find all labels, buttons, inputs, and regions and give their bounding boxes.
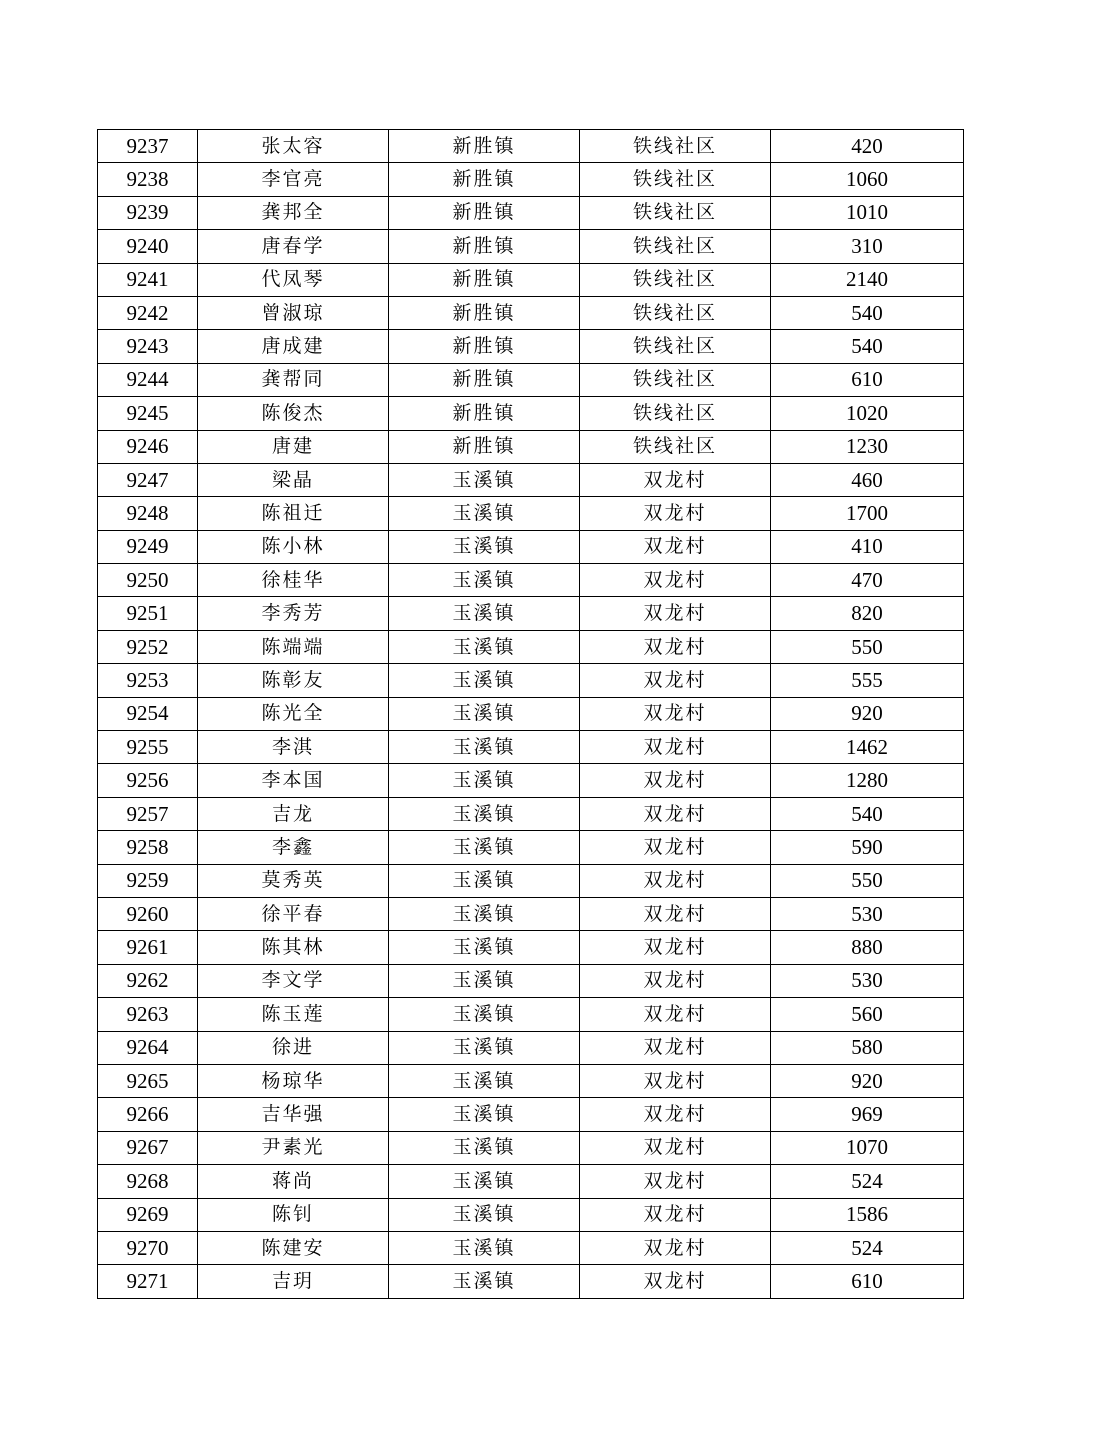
name-cell: 唐春学 [198, 230, 389, 263]
table-row [98, 230, 964, 263]
table-row [98, 1231, 964, 1264]
amount-cell: 540 [771, 330, 964, 363]
village-cell: 铁线社区 [580, 163, 771, 196]
name-cell: 陈光全 [198, 697, 389, 730]
town-cell: 玉溪镇 [389, 463, 580, 496]
name-cell: 陈建安 [198, 1231, 389, 1264]
town-cell: 玉溪镇 [389, 630, 580, 663]
village-cell: 铁线社区 [580, 363, 771, 396]
table-row [98, 530, 964, 563]
village-cell: 双龙村 [580, 964, 771, 997]
table-row [98, 163, 964, 196]
amount-cell: 470 [771, 564, 964, 597]
row-number-cell: 9253 [98, 664, 198, 697]
town-cell: 新胜镇 [389, 330, 580, 363]
name-cell: 唐成建 [198, 330, 389, 363]
name-cell: 张太容 [198, 130, 389, 163]
town-cell: 玉溪镇 [389, 831, 580, 864]
row-number-cell: 9237 [98, 130, 198, 163]
name-cell: 陈其林 [198, 931, 389, 964]
town-cell: 新胜镇 [389, 263, 580, 296]
amount-cell: 880 [771, 931, 964, 964]
town-cell: 新胜镇 [389, 430, 580, 463]
amount-cell: 1700 [771, 497, 964, 530]
name-cell: 陈俊杰 [198, 397, 389, 430]
town-cell: 玉溪镇 [389, 530, 580, 563]
name-cell: 徐桂华 [198, 564, 389, 597]
row-number-cell: 9267 [98, 1131, 198, 1164]
name-cell: 李淇 [198, 731, 389, 764]
name-cell: 杨琼华 [198, 1064, 389, 1097]
town-cell: 玉溪镇 [389, 797, 580, 830]
name-cell: 曾淑琼 [198, 296, 389, 329]
name-cell: 李秀芳 [198, 597, 389, 630]
village-cell: 双龙村 [580, 1098, 771, 1131]
amount-cell: 610 [771, 363, 964, 396]
village-cell: 双龙村 [580, 530, 771, 563]
amount-cell: 1070 [771, 1131, 964, 1164]
village-cell: 铁线社区 [580, 230, 771, 263]
village-cell: 铁线社区 [580, 196, 771, 229]
amount-cell: 1586 [771, 1198, 964, 1231]
amount-cell: 610 [771, 1265, 964, 1298]
row-number-cell: 9271 [98, 1265, 198, 1298]
village-cell: 铁线社区 [580, 296, 771, 329]
amount-cell: 524 [771, 1231, 964, 1264]
village-cell: 双龙村 [580, 998, 771, 1031]
table-row [98, 296, 964, 329]
table-row [98, 1198, 964, 1231]
town-cell: 玉溪镇 [389, 931, 580, 964]
table-row [98, 630, 964, 663]
name-cell: 代凤琴 [198, 263, 389, 296]
town-cell: 玉溪镇 [389, 497, 580, 530]
village-cell: 双龙村 [580, 597, 771, 630]
village-cell: 双龙村 [580, 664, 771, 697]
name-cell: 陈彰友 [198, 664, 389, 697]
village-cell: 铁线社区 [580, 130, 771, 163]
name-cell: 陈小林 [198, 530, 389, 563]
table-row [98, 397, 964, 430]
town-cell: 新胜镇 [389, 397, 580, 430]
amount-cell: 1280 [771, 764, 964, 797]
village-cell: 双龙村 [580, 1165, 771, 1198]
amount-cell: 540 [771, 296, 964, 329]
name-cell: 徐平春 [198, 897, 389, 930]
town-cell: 玉溪镇 [389, 731, 580, 764]
town-cell: 玉溪镇 [389, 1265, 580, 1298]
village-cell: 双龙村 [580, 1198, 771, 1231]
town-cell: 玉溪镇 [389, 964, 580, 997]
village-cell: 双龙村 [580, 764, 771, 797]
table-row [98, 1265, 964, 1298]
row-number-cell: 9245 [98, 397, 198, 430]
table-row [98, 1064, 964, 1097]
town-cell: 新胜镇 [389, 363, 580, 396]
row-number-cell: 9241 [98, 263, 198, 296]
row-number-cell: 9238 [98, 163, 198, 196]
row-number-cell: 9243 [98, 330, 198, 363]
town-cell: 玉溪镇 [389, 564, 580, 597]
row-number-cell: 9263 [98, 998, 198, 1031]
amount-cell: 580 [771, 1031, 964, 1064]
table-row [98, 497, 964, 530]
name-cell: 吉华强 [198, 1098, 389, 1131]
village-cell: 铁线社区 [580, 330, 771, 363]
name-cell: 李官亮 [198, 163, 389, 196]
town-cell: 新胜镇 [389, 296, 580, 329]
village-cell: 双龙村 [580, 564, 771, 597]
amount-cell: 530 [771, 964, 964, 997]
town-cell: 玉溪镇 [389, 1098, 580, 1131]
row-number-cell: 9259 [98, 864, 198, 897]
row-number-cell: 9266 [98, 1098, 198, 1131]
table-row [98, 697, 964, 730]
town-cell: 玉溪镇 [389, 597, 580, 630]
row-number-cell: 9248 [98, 497, 198, 530]
amount-cell: 555 [771, 664, 964, 697]
village-cell: 双龙村 [580, 931, 771, 964]
town-cell: 玉溪镇 [389, 1198, 580, 1231]
town-cell: 玉溪镇 [389, 1031, 580, 1064]
village-cell: 双龙村 [580, 797, 771, 830]
amount-cell: 524 [771, 1165, 964, 1198]
table-row [98, 330, 964, 363]
amount-cell: 1060 [771, 163, 964, 196]
table-row [98, 864, 964, 897]
table-row [98, 463, 964, 496]
name-cell: 徐进 [198, 1031, 389, 1064]
village-cell: 铁线社区 [580, 397, 771, 430]
town-cell: 玉溪镇 [389, 764, 580, 797]
amount-cell: 920 [771, 1064, 964, 1097]
town-cell: 玉溪镇 [389, 664, 580, 697]
table-row [98, 831, 964, 864]
village-cell: 双龙村 [580, 731, 771, 764]
name-cell: 唐建 [198, 430, 389, 463]
row-number-cell: 9270 [98, 1231, 198, 1264]
row-number-cell: 9247 [98, 463, 198, 496]
table-row [98, 731, 964, 764]
name-cell: 陈祖迁 [198, 497, 389, 530]
amount-cell: 530 [771, 897, 964, 930]
table-row [98, 564, 964, 597]
amount-cell: 540 [771, 797, 964, 830]
name-cell: 龚邦全 [198, 196, 389, 229]
amount-cell: 969 [771, 1098, 964, 1131]
amount-cell: 590 [771, 831, 964, 864]
row-number-cell: 9252 [98, 630, 198, 663]
row-number-cell: 9250 [98, 564, 198, 597]
village-cell: 双龙村 [580, 897, 771, 930]
name-cell: 陈玉莲 [198, 998, 389, 1031]
row-number-cell: 9251 [98, 597, 198, 630]
row-number-cell: 9262 [98, 964, 198, 997]
village-cell: 双龙村 [580, 1265, 771, 1298]
table-row [98, 931, 964, 964]
town-cell: 新胜镇 [389, 130, 580, 163]
name-cell: 李鑫 [198, 831, 389, 864]
town-cell: 玉溪镇 [389, 998, 580, 1031]
row-number-cell: 9246 [98, 430, 198, 463]
data-table [97, 129, 964, 1299]
amount-cell: 1462 [771, 731, 964, 764]
amount-cell: 420 [771, 130, 964, 163]
amount-cell: 820 [771, 597, 964, 630]
village-cell: 双龙村 [580, 1231, 771, 1264]
village-cell: 双龙村 [580, 864, 771, 897]
table-row [98, 363, 964, 396]
table-row [98, 797, 964, 830]
table-row [98, 1131, 964, 1164]
name-cell: 龚帮同 [198, 363, 389, 396]
town-cell: 玉溪镇 [389, 697, 580, 730]
town-cell: 玉溪镇 [389, 897, 580, 930]
amount-cell: 1020 [771, 397, 964, 430]
name-cell: 梁晶 [198, 463, 389, 496]
amount-cell: 1010 [771, 196, 964, 229]
village-cell: 铁线社区 [580, 430, 771, 463]
table-row [98, 263, 964, 296]
row-number-cell: 9255 [98, 731, 198, 764]
name-cell: 陈钊 [198, 1198, 389, 1231]
amount-cell: 560 [771, 998, 964, 1031]
amount-cell: 550 [771, 630, 964, 663]
town-cell: 新胜镇 [389, 230, 580, 263]
table-row [98, 664, 964, 697]
row-number-cell: 9257 [98, 797, 198, 830]
village-cell: 双龙村 [580, 697, 771, 730]
row-number-cell: 9268 [98, 1165, 198, 1198]
amount-cell: 410 [771, 530, 964, 563]
row-number-cell: 9256 [98, 764, 198, 797]
amount-cell: 920 [771, 697, 964, 730]
town-cell: 玉溪镇 [389, 1064, 580, 1097]
table-row [98, 430, 964, 463]
table-row [98, 764, 964, 797]
row-number-cell: 9265 [98, 1064, 198, 1097]
town-cell: 玉溪镇 [389, 1131, 580, 1164]
town-cell: 玉溪镇 [389, 1231, 580, 1264]
name-cell: 吉玥 [198, 1265, 389, 1298]
row-number-cell: 9254 [98, 697, 198, 730]
village-cell: 双龙村 [580, 497, 771, 530]
table-row [98, 1031, 964, 1064]
name-cell: 莫秀英 [198, 864, 389, 897]
village-cell: 双龙村 [580, 1031, 771, 1064]
town-cell: 新胜镇 [389, 163, 580, 196]
name-cell: 陈端端 [198, 630, 389, 663]
name-cell: 蒋尚 [198, 1165, 389, 1198]
amount-cell: 310 [771, 230, 964, 263]
row-number-cell: 9260 [98, 897, 198, 930]
village-cell: 双龙村 [580, 831, 771, 864]
table-row [98, 897, 964, 930]
amount-cell: 460 [771, 463, 964, 496]
village-cell: 双龙村 [580, 630, 771, 663]
row-number-cell: 9264 [98, 1031, 198, 1064]
row-number-cell: 9269 [98, 1198, 198, 1231]
row-number-cell: 9240 [98, 230, 198, 263]
row-number-cell: 9239 [98, 196, 198, 229]
name-cell: 吉龙 [198, 797, 389, 830]
row-number-cell: 9261 [98, 931, 198, 964]
village-cell: 铁线社区 [580, 263, 771, 296]
amount-cell: 550 [771, 864, 964, 897]
row-number-cell: 9258 [98, 831, 198, 864]
table-row [98, 1165, 964, 1198]
town-cell: 玉溪镇 [389, 864, 580, 897]
town-cell: 玉溪镇 [389, 1165, 580, 1198]
town-cell: 新胜镇 [389, 196, 580, 229]
amount-cell: 2140 [771, 263, 964, 296]
table-row [98, 130, 964, 163]
table-row [98, 196, 964, 229]
name-cell: 尹素光 [198, 1131, 389, 1164]
table-row [98, 964, 964, 997]
table-row [98, 597, 964, 630]
table-body [98, 130, 964, 1299]
table-row [98, 1098, 964, 1131]
table-row [98, 998, 964, 1031]
row-number-cell: 9242 [98, 296, 198, 329]
name-cell: 李本国 [198, 764, 389, 797]
village-cell: 双龙村 [580, 1064, 771, 1097]
village-cell: 双龙村 [580, 1131, 771, 1164]
name-cell: 李文学 [198, 964, 389, 997]
row-number-cell: 9244 [98, 363, 198, 396]
amount-cell: 1230 [771, 430, 964, 463]
row-number-cell: 9249 [98, 530, 198, 563]
village-cell: 双龙村 [580, 463, 771, 496]
